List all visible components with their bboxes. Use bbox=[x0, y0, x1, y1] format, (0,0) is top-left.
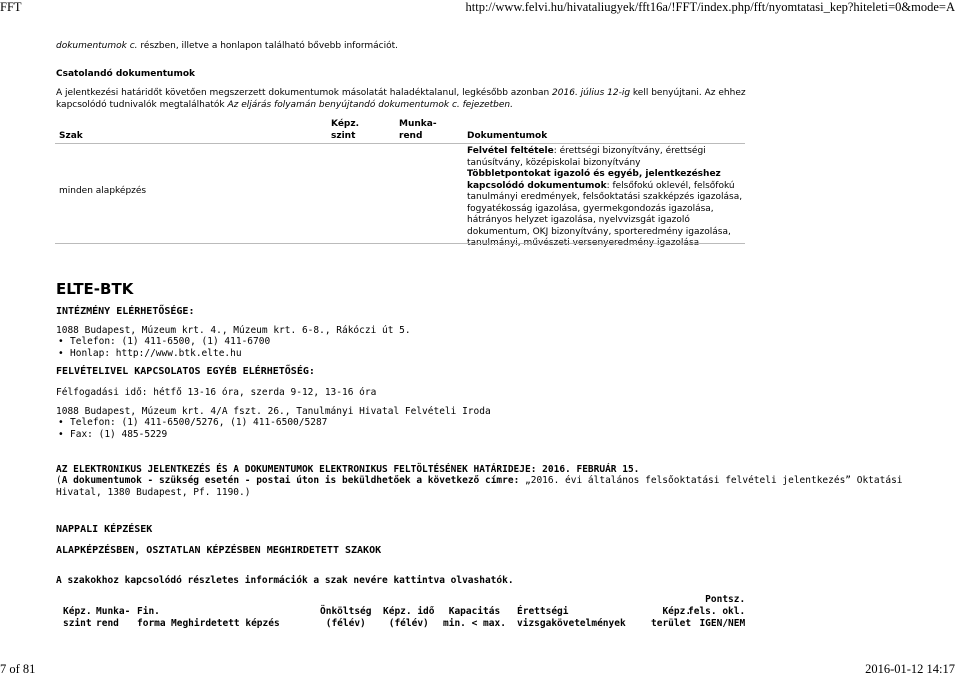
bt-fin-2: forma bbox=[137, 618, 166, 629]
institution-website[interactable]: • Honlap: http://www.btk.elte.hu bbox=[56, 348, 270, 360]
bt-header-kepzesi-terulet bbox=[651, 606, 691, 630]
doc-table-bottom-rule bbox=[55, 243, 745, 244]
documents-chapter-ref: Az eljárás folyamán benyújtandó dokumentumok c. fejezetben. bbox=[227, 100, 513, 110]
bt-header-kepz-szint bbox=[63, 606, 92, 630]
bt-kepz-1: Képz. bbox=[63, 606, 92, 617]
bt-header-pontszam bbox=[688, 594, 745, 630]
institution-contact-list bbox=[56, 336, 270, 360]
admissions-contact-list bbox=[56, 417, 327, 441]
doc-line-8: dokumentum, OKJ bizonyítvány, sporteredmény igazolása, bbox=[467, 226, 731, 237]
print-header-url: http://www.felvi.hu/hivataliugyek/fft16a/!FFT/index.php/fft/nyomtatasi_kep?hiteleti=0&mode=A bbox=[465, 0, 955, 14]
deadline-paren: ( bbox=[56, 475, 62, 486]
admissions-contact-heading: FELVÉTELIVEL KAPCSOLATOS EGYÉB ELÉRHETŐSÉG: bbox=[56, 366, 315, 377]
doc-table-header-kepz-1: Képz. bbox=[331, 119, 360, 129]
doc-table-header-szak: Szak bbox=[59, 131, 83, 141]
extra-docs-label: kapcsolódó dokumentumok bbox=[467, 180, 607, 191]
bt-munka-2: rend bbox=[96, 618, 119, 629]
section-note: A szakokhoz kapcsolódó részletes információk a szak nevére kattintva olvashatók. bbox=[56, 575, 514, 586]
intro-ref-italic: dokumentumok c. bbox=[56, 41, 138, 51]
bt-pont-2: fels. okl. bbox=[688, 606, 746, 617]
intro-text: részben, illetve a honlapon található bővebb információt. bbox=[137, 41, 399, 51]
bt-header-fin-forma bbox=[137, 606, 166, 630]
bt-header-kapacitas bbox=[443, 606, 506, 630]
documents-paragraph-line1 bbox=[56, 88, 746, 100]
documents-text-2: kapcsolódó tudnivalók megtalálhatók bbox=[56, 100, 228, 110]
bt-kepz-2: szint bbox=[63, 618, 92, 629]
bt-header-munkarend bbox=[96, 606, 130, 630]
bt-pont-3: IGEN/NEM bbox=[699, 618, 746, 629]
bt-pont-1: Pontsz. bbox=[705, 594, 746, 605]
doc-table-header-munka-1: Munka- bbox=[399, 119, 437, 129]
deadline-line-3: Hivatal, 1380 Budapest, Pf. 1190.) bbox=[56, 487, 251, 498]
doc-line-4 bbox=[467, 181, 742, 193]
bt-onk-1: Önköltség bbox=[320, 606, 372, 617]
doc-line-5: tanulmányi eredmények, felsőoktatási szakképzés igazolása, bbox=[467, 192, 743, 202]
bt-ter-1: Képz. bbox=[662, 606, 692, 617]
doc-line-3: Többletpontokat igazoló és egyéb, jelentkezéshez bbox=[467, 169, 721, 179]
bt-kap-2: min. < max. bbox=[443, 618, 506, 629]
doc-line-9: tanulmányi, művészeti versenyeredmény igazolása bbox=[467, 238, 700, 248]
institution-title: ELTE-BTK bbox=[56, 280, 134, 298]
admissions-office-hours: Félfogadási idő: hétfő 13-16 óra, szerda 9-12, 13-16 óra bbox=[56, 387, 377, 398]
doc-line-2: tanúsítvány, középiskolai bizonyítvány bbox=[467, 157, 641, 168]
doc-line-1 bbox=[467, 146, 742, 158]
bt-header-kepzesi-ido bbox=[383, 606, 434, 630]
bt-err-1: Érettségi bbox=[517, 606, 569, 617]
admissions-address: 1088 Budapest, Múzeum krt. 4/A fszt. 26., Tanulmányi Hivatal Felvételi Iroda bbox=[56, 406, 491, 417]
doc-line-7: hátrányos helyzet igazolása, nyelvvizsgát igazoló bbox=[467, 215, 690, 225]
doc-table-header-rule bbox=[55, 143, 745, 144]
admission-condition-text: : érettségi bizonyítvány, érettségi bbox=[553, 146, 706, 156]
documents-text: A jelentkezési határidőt követően megszerzett dokumentumok másolatát haladéktalanul, legkésőbb azonban bbox=[56, 88, 553, 98]
bt-onk-2: (félév) bbox=[325, 618, 366, 629]
doc-table-header-munkarend bbox=[399, 119, 437, 142]
extra-docs-text: : felsőfokú oklevél, felsőfokú bbox=[606, 180, 735, 191]
doc-table-cell-szak: minden alapképzés bbox=[59, 186, 147, 196]
doc-table-header-dokumentumok: Dokumentumok bbox=[467, 131, 548, 141]
deadline-postal-text: „2016. évi általános felsőoktatási felvételi jelentkezés” Oktatási bbox=[519, 475, 903, 486]
print-footer-datetime: 2016-01-12 14:17 bbox=[865, 662, 955, 676]
deadline-line-1: AZ ELEKTRONIKUS JELENTKEZÉS ÉS A DOKUMENTUMOK ELEKTRONIKUS FELTÖLTÉSÉNEK HATÁRIDEJE: 2016. FEBRUÁR 15. bbox=[56, 464, 640, 475]
bt-header-meghirdetett: Meghirdetett képzés bbox=[171, 618, 280, 629]
print-footer-page: 7 of 81 bbox=[0, 662, 36, 676]
print-header-title: FFT bbox=[0, 0, 22, 14]
doc-table-cell-dokumentumok bbox=[467, 146, 742, 250]
admissions-phone: • Telefon: (1) 411-6500/5276, (1) 411-6500/5287 bbox=[56, 417, 327, 429]
doc-line-6: fogyatékosság igazolása, gyermekgondozás igazolása, bbox=[467, 203, 714, 214]
bt-header-onkoltseg bbox=[320, 606, 371, 630]
bt-ter-2: terület bbox=[651, 618, 692, 629]
documents-deadline-date: 2016. július 12-ig bbox=[552, 88, 631, 98]
section-nappali: NAPPALI KÉPZÉSEK bbox=[56, 524, 153, 535]
intro-line bbox=[56, 41, 398, 53]
doc-table-header-kepz bbox=[331, 119, 359, 142]
institution-contact-heading: INTÉZMÉNY ELÉRHETŐSÉGE: bbox=[56, 306, 195, 317]
doc-table-header-kepz-2: szint bbox=[331, 130, 356, 141]
bt-munka-1: Munka- bbox=[96, 606, 131, 617]
documents-text-cont: kell benyújtani. Az ehhez bbox=[630, 88, 746, 98]
documents-paragraph-line2 bbox=[56, 100, 513, 112]
bt-ido-2: (félév) bbox=[388, 618, 429, 629]
institution-phone: • Telefon: (1) 411-6500, (1) 411-6700 bbox=[56, 336, 270, 348]
deadline-postal-label: A dokumentumok - szükség esetén - postai úton is beküldhetőek a következő címre: bbox=[61, 475, 520, 486]
bt-kap-1: Kapacitás bbox=[448, 606, 501, 617]
admission-condition-label: Felvétel feltétele bbox=[467, 146, 554, 156]
bt-err-2: vizsgakövetelmények bbox=[517, 618, 626, 629]
bt-header-erettsegi bbox=[517, 606, 626, 630]
doc-table-header-munka-2: rend bbox=[399, 130, 423, 141]
admissions-fax: • Fax: (1) 485-5229 bbox=[56, 429, 327, 441]
documents-heading: Csatolandó dokumentumok bbox=[56, 69, 196, 79]
section-alapkepzes: ALAPKÉPZÉSBEN, OSZTATLAN KÉPZÉSBEN MEGHIRDETETT SZAKOK bbox=[56, 545, 382, 556]
bt-ido-1: Képz. idő bbox=[383, 606, 435, 617]
bt-fin-1: Fin. bbox=[137, 606, 160, 617]
institution-address: 1088 Budapest, Múzeum krt. 4., Múzeum krt. 6-8., Rákóczi út 5. bbox=[56, 325, 411, 336]
